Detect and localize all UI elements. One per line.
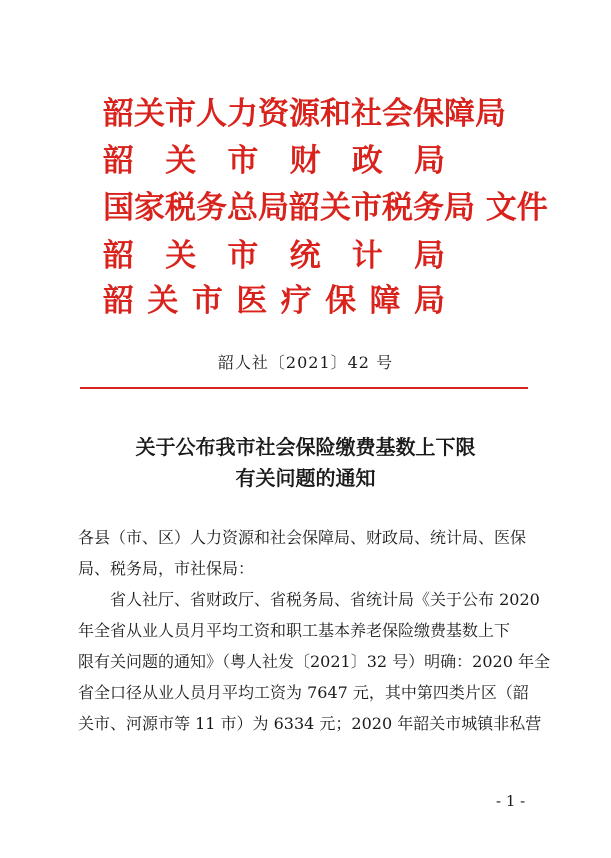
red-divider <box>80 387 528 389</box>
issuer-medical-char: 韶 <box>103 283 134 319</box>
body-line-2: 年全省从业人员月平均工资和职工基本养老保险缴费基数上下 <box>78 621 511 640</box>
issuer-finance-char: 政 <box>351 143 383 179</box>
issuer-finance-char: 财 <box>289 143 321 179</box>
page-number: - 1 - <box>496 792 526 810</box>
issuer-hr-social-security: 韶关市人力资源和社会保障局 <box>103 96 506 132</box>
body-line-3: 限有关问题的通知》（粤人社发〔2021〕32 号）明确：2020 年全 <box>78 652 550 671</box>
issuer-tax-bureau: 国家税务总局韶关市税务局 文件 <box>103 190 548 226</box>
issuer-finance <box>103 143 445 179</box>
issuer-medical-char: 市 <box>191 283 223 319</box>
issuer-statistics-char: 市 <box>227 238 259 274</box>
issuer-medical-security <box>103 283 445 319</box>
issuer-statistics-char: 韶 <box>103 238 134 274</box>
issuer-medical-char: 疗 <box>280 283 312 319</box>
recipients-line-1: 各县（市、区）人力资源和社会保障局、财政局、统计局、医保 <box>78 528 527 547</box>
issuer-finance-char: 韶 <box>103 143 134 179</box>
issuer-statistics-char: 统 <box>289 238 321 274</box>
recipients-line-2: 局、税务局，市社保局： <box>78 559 255 578</box>
issuer-statistics-char: 局 <box>413 238 445 274</box>
document-title-line-2: 有关问题的通知 <box>235 466 376 490</box>
issuer-medical-char: 障 <box>369 283 401 319</box>
issuer-medical-char: 保 <box>325 283 357 319</box>
issuer-finance-char: 局 <box>413 143 445 179</box>
issuer-statistics-char: 关 <box>165 238 197 274</box>
issuer-statistics-char: 计 <box>351 238 383 274</box>
issuer-finance-char: 关 <box>165 143 197 179</box>
document-title-line-1: 关于公布我市社会保险缴费基数上下限 <box>135 435 476 459</box>
issuer-medical-char: 关 <box>147 283 179 319</box>
document-number: 韶人社〔2021〕42 号 <box>217 353 394 372</box>
issuer-statistics <box>103 238 445 274</box>
issuer-medical-char: 局 <box>413 283 445 319</box>
issuer-medical-char: 医 <box>236 283 268 319</box>
body-line-4: 省全口径从业人员月平均工资为 7647 元，其中第四类片区（韶 <box>78 683 529 702</box>
body-line-5: 关市、河源市等 11 市）为 6334 元；2020 年韶关市城镇非私营 <box>78 714 542 733</box>
body-line-1: 省人社厅、省财政厅、省税务局、省统计局《关于公布 2020 <box>110 590 540 609</box>
issuer-finance-char: 市 <box>227 143 259 179</box>
